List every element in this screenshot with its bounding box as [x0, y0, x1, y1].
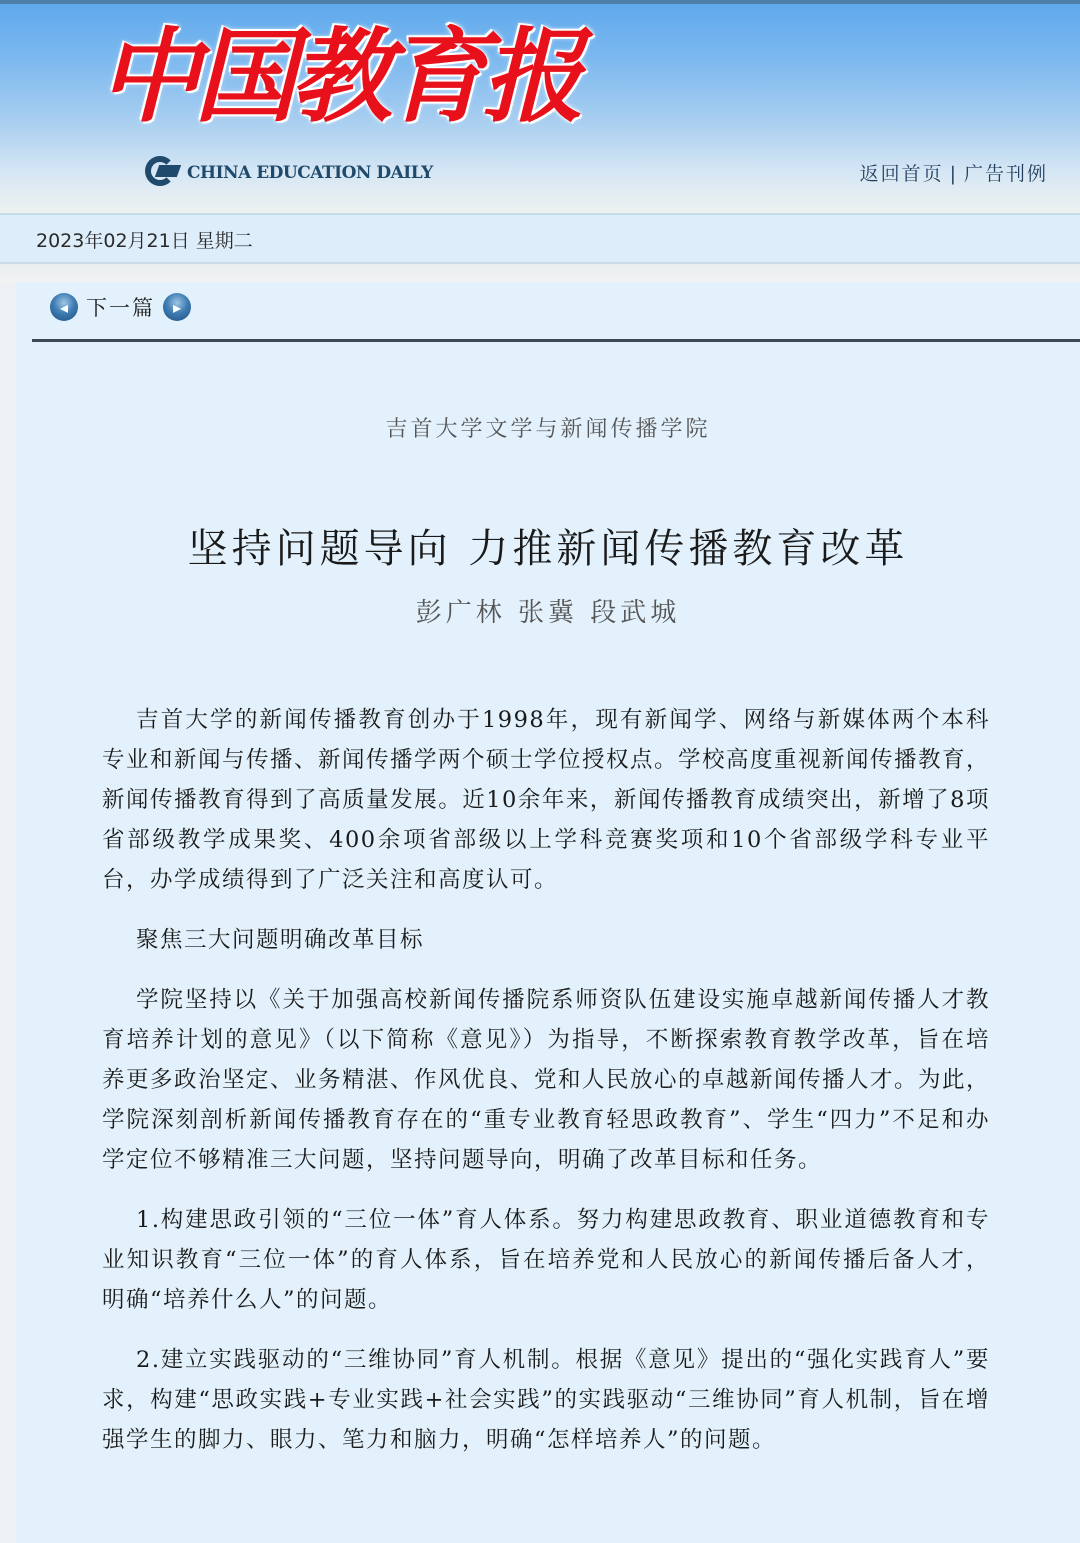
previous-arrow-icon[interactable]: ◂ [50, 293, 78, 321]
link-separator: | [949, 163, 958, 185]
article-nav [50, 292, 191, 322]
nav-divider [32, 339, 1080, 342]
divider-band [0, 264, 1080, 282]
paragraph: 学院坚持以《关于加强高校新闻传播院系师资队伍建设实施卓越新闻传播人才教育培养计划的意见》（以下简称《意见》）为指导，不断探索教育教学改革，旨在培养更多政治坚定、业务精湛、作风优良、党和人民放心的卓越新闻传播人才。为此，学院深刻剖析新闻传播教育存在的“重专业教育轻思政教育”、学生“四力”不足和办学定位不够精准三大问题，坚持问题导向，明确了改革目标和任务。 [102, 987, 991, 1173]
paragraph: 1.构建思政引领的“三位一体”育人体系。努力构建思政教育、职业道德教育和专业知识教育“三位一体”的育人体系，旨在培养党和人民放心的新闻传播后备人才，明确“培养什么人”的问题。 [102, 1207, 990, 1313]
article-title: 坚持问题导向 力推新闻传播教育改革 [187, 525, 909, 572]
issue-date: 2023年02月21日 星期二 [36, 230, 253, 252]
side-strip [0, 282, 16, 1543]
book-logo-icon [145, 156, 183, 190]
date-bar [0, 213, 1080, 264]
home-link[interactable]: 返回首页 [859, 163, 944, 185]
next-article-link[interactable]: 下一篇 [86, 296, 155, 320]
top-links [860, 159, 1048, 186]
site-header [0, 0, 1080, 213]
article-body [102, 700, 990, 1480]
article-container [16, 282, 1080, 1543]
ad-rates-link[interactable]: 广告刊例 [963, 163, 1048, 185]
masthead-logo[interactable]: 中国教育报 [98, 17, 578, 137]
paragraph: 2.建立实践驱动的“三维协同”育人机制。根据《意见》提出的“强化实践育人”要求，构建“思政实践+专业实践+社会实践”的实践驱动“三维协同”育人机制，旨在增强学生的脚力、眼力、笔力和脑力，明确“怎样培养人”的问题。 [102, 1347, 990, 1453]
section-subheading: 聚焦三大问题明确改革目标 [136, 927, 425, 953]
article-authors: 彭广林 张冀 段武城 [415, 598, 681, 628]
brand-logo [145, 156, 433, 190]
next-arrow-icon[interactable]: ▸ [163, 293, 191, 321]
paragraph: 吉首大学的新闻传播教育创办于1998年，现有新闻学、网络与新媒体两个本科专业和新闻与传播、新闻传播学两个硕士学位授权点。学校高度重视新闻传播教育，新闻传播教育得到了高质量发展。近10余年来，新闻传播教育成绩突出，新增了8项省部级教学成果奖、400余项省部级以上学科竞赛奖项和10个省部级学科专业平台，办学成绩得到了广泛关注和高度认可。 [102, 707, 991, 893]
brand-name: CHINA EDUCATION DAILY [187, 163, 433, 183]
article-department: 吉首大学文学与新闻传播学院 [385, 417, 711, 442]
